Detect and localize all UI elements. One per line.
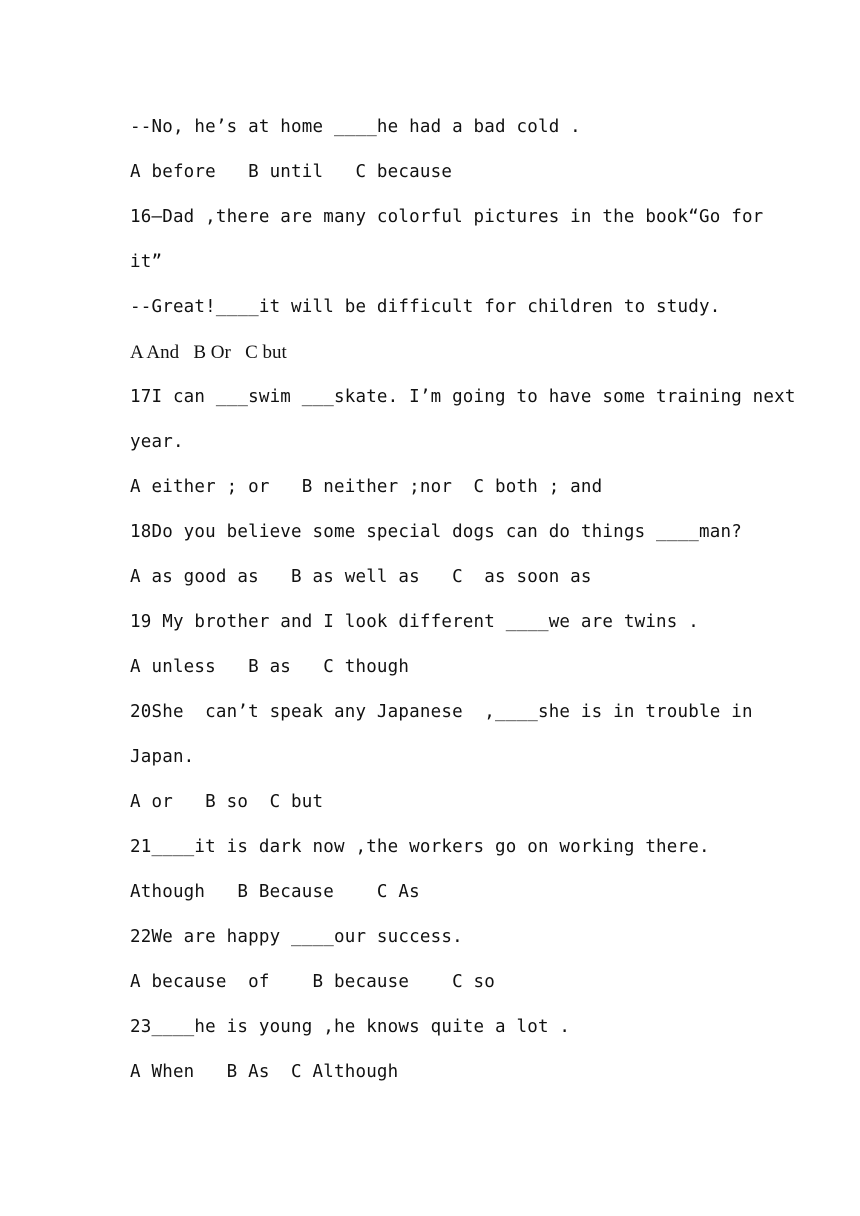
question-17-options: A either ; or B neither ;nor C both ; and (130, 477, 603, 497)
question-21-options: Athough B Because C As (130, 882, 420, 902)
question-15-options: A before B until C because (130, 162, 453, 182)
question-16-line-1: 16—Dad ,there are many colorful pictures in the book“Go for (130, 207, 764, 227)
question-23-line: 23____he is young ,he knows quite a lot . (130, 1017, 571, 1037)
question-16-line-2: it” (130, 252, 163, 272)
question-17-line-1: 17I can ___swim ___skate. I’m going to have some training next (130, 387, 796, 407)
question-20-options: A or B so C but (130, 792, 324, 812)
question-18-line: 18Do you believe some special dogs can do things ____man? (130, 522, 742, 542)
question-22-line: 22We are happy ____our success. (130, 927, 463, 947)
question-20-line-1: 20She can’t speak any Japanese ,____she is in trouble in (130, 702, 753, 722)
question-17-line-2: year. (130, 432, 184, 452)
question-19-options: A unless B as C though (130, 657, 410, 677)
question-21-line: 21____it is dark now ,the workers go on working there. (130, 837, 710, 857)
question-19-line: 19 My brother and I look different ____we are twins . (130, 612, 700, 632)
question-18-options: A as good as B as well as C as soon as (130, 567, 592, 587)
question-23-options: A When B As C Although (130, 1062, 399, 1082)
document-body (130, 105, 796, 1095)
question-16-line-3: --Great!____it will be difficult for children to study. (130, 297, 721, 317)
question-22-options: A because of B because C so (130, 972, 496, 992)
question-15-answer-line: --No, he’s at home ____he had a bad cold . (130, 117, 581, 137)
question-20-line-2: Japan. (130, 747, 195, 767)
question-16-options: A And B Or C but (130, 342, 287, 363)
